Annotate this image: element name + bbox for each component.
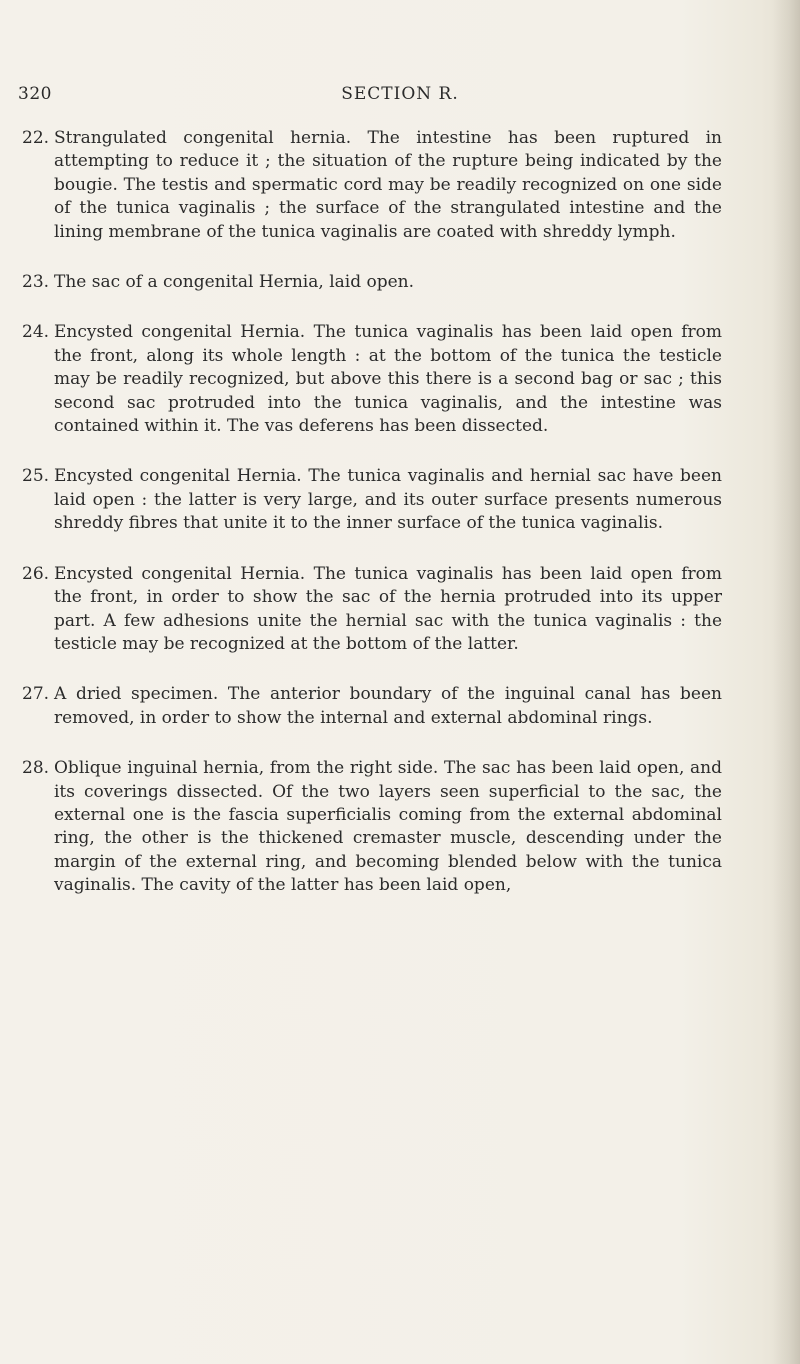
catalogue-entries bbox=[22, 127, 722, 925]
page-number: 320 bbox=[18, 84, 52, 104]
page-header bbox=[0, 84, 800, 108]
catalogue-entry-28 bbox=[22, 757, 722, 897]
entry-number: 27. bbox=[22, 684, 50, 705]
entry-number: 26. bbox=[22, 563, 50, 584]
entry-number: 28. bbox=[22, 758, 50, 779]
catalogue-entry-27 bbox=[22, 683, 722, 730]
entry-number: 22. bbox=[22, 128, 50, 148]
catalogue-entry-22 bbox=[22, 127, 722, 244]
page-edge-shadow bbox=[772, 0, 800, 1364]
entry-number: 23. bbox=[22, 272, 50, 293]
entry-text: A dried specimen. The anterior boundary of the inguinal canal has been removed, in order to show the internal and external abdominal rings. bbox=[54, 684, 722, 728]
catalogue-entry-26 bbox=[22, 563, 722, 657]
entry-text: Encysted congenital Hernia. The tunica vaginalis has been laid open from the front, in order to show the sac of the hernia protruded into its upper part. A few adhesions unite the hernial sac with the tunica vaginalis : the testicle may be recognized at the bottom of the latter. bbox=[54, 563, 722, 654]
entry-text: Oblique inguinal hernia, from the right side. The sac has been laid open, and its coverings dissected. Of the two layers seen superficial to the sac, the external one is the fascia superficialis coming from the external abdominal ring, the other is the thickened cremaster muscle, descending under the margin of the external ring, and becoming blended below with the tunica vaginalis. The cavity of the latter has been laid open, bbox=[54, 758, 722, 896]
catalogue-entry-24 bbox=[22, 321, 722, 438]
entry-text: The sac of a congenital Hernia, laid open. bbox=[54, 272, 415, 293]
entry-text: Encysted congenital Hernia. The tunica vaginalis and hernial sac have been laid open : the latter is very large, and its outer surface presents numerous shreddy fibres that unite it to the inner surface of the tunica vaginalis. bbox=[54, 466, 722, 534]
running-head: SECTION R. bbox=[341, 84, 459, 104]
catalogue-entry-25 bbox=[22, 465, 722, 535]
entry-text: Encysted congenital Hernia. The tunica vaginalis has been laid open from the front, along its whole length : at the bottom of the tunica the testicle may be readily recognized, but above this there is a second bag or sac ; this second sac protruded into the tunica vaginalis, and the intestine was contained within it. The vas deferens has been dissected. bbox=[54, 322, 722, 437]
entry-text: Strangulated congenital hernia. The intestine has been ruptured in attempting to reduce it ; the situation of the rupture being indicated by the bougie. The testis and spermatic cord may be readily recognized on one side of the tunica vaginalis ; the surface of the strangulated intestine and the lining membrane of the tunica vaginalis are coated with shreddy lymph. bbox=[54, 128, 722, 242]
catalogue-entry-23 bbox=[22, 271, 722, 294]
entry-number: 25. bbox=[22, 466, 50, 487]
entry-number: 24. bbox=[22, 322, 50, 343]
